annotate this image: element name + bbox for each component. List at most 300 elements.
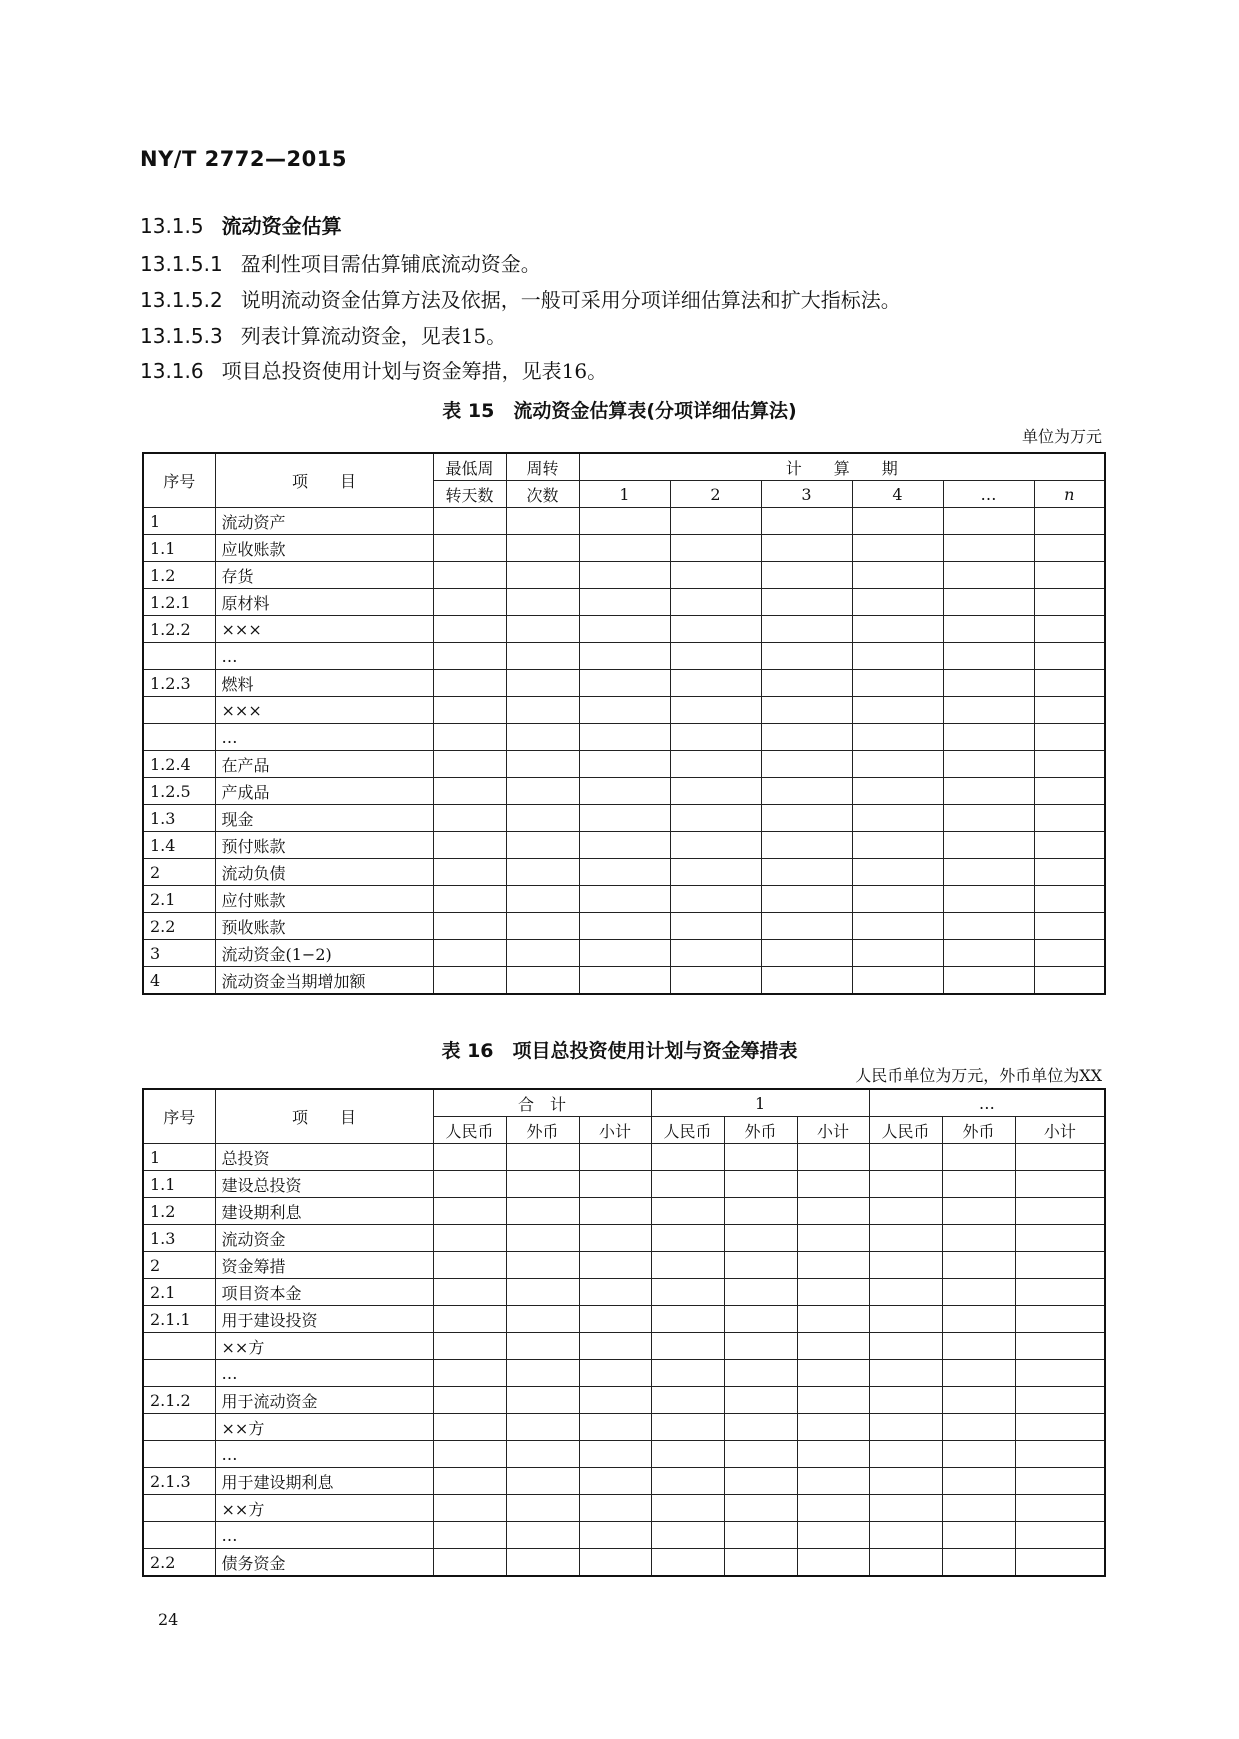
value-cell (1034, 643, 1105, 670)
value-cell (1034, 859, 1105, 886)
table-row (143, 508, 1105, 535)
value-cell (761, 643, 852, 670)
value-cell (852, 508, 943, 535)
value-cell (579, 1387, 651, 1414)
value-cell (724, 1171, 797, 1198)
value-cell (433, 886, 506, 913)
value-cell (433, 670, 506, 697)
value-cell (506, 616, 579, 643)
table-16-unit: 人民币单位为万元，外币单位为XX (855, 1066, 1102, 1085)
row-seq: 2.1.3 (143, 1468, 215, 1495)
value-cell (433, 940, 506, 967)
row-seq: 1.2 (143, 1198, 215, 1225)
clause-13-1-5-2 (140, 284, 901, 313)
value-cell (670, 724, 761, 751)
clause-number: 13.1.5.1 (140, 252, 223, 276)
value-cell (869, 1225, 942, 1252)
value-cell (433, 616, 506, 643)
value-cell (852, 643, 943, 670)
table-row (143, 1225, 1105, 1252)
value-cell (852, 589, 943, 616)
row-seq: 1 (143, 508, 215, 535)
value-cell (943, 562, 1034, 589)
value-cell (761, 535, 852, 562)
header-rmb: 人民币 (433, 1117, 506, 1144)
header-item: 项 目 (215, 1089, 433, 1144)
value-cell (852, 751, 943, 778)
value-cell (651, 1468, 724, 1495)
value-cell (1015, 1279, 1105, 1306)
value-cell (579, 778, 670, 805)
row-seq: 1.2.3 (143, 670, 215, 697)
value-cell (670, 697, 761, 724)
value-cell (579, 508, 670, 535)
row-item: 项目资本金 (215, 1279, 433, 1306)
row-seq (143, 1522, 215, 1549)
value-cell (761, 967, 852, 995)
value-cell (1034, 940, 1105, 967)
value-cell (943, 751, 1034, 778)
table-row (143, 859, 1105, 886)
clause-13-1-5 (140, 210, 342, 239)
value-cell (670, 940, 761, 967)
value-cell (943, 535, 1034, 562)
value-cell (761, 616, 852, 643)
value-cell (651, 1414, 724, 1441)
row-seq: 1.1 (143, 535, 215, 562)
value-cell (852, 886, 943, 913)
value-cell (1034, 967, 1105, 995)
value-cell (1034, 778, 1105, 805)
value-cell (869, 1306, 942, 1333)
value-cell (506, 697, 579, 724)
value-cell (579, 589, 670, 616)
row-seq: 2 (143, 859, 215, 886)
value-cell (670, 778, 761, 805)
table-row (143, 616, 1105, 643)
header-group-ellipsis: … (869, 1089, 1105, 1117)
value-cell (1034, 589, 1105, 616)
value-cell (506, 589, 579, 616)
value-cell (651, 1333, 724, 1360)
value-cell (506, 508, 579, 535)
value-cell (761, 697, 852, 724)
row-seq (143, 724, 215, 751)
value-cell (433, 1144, 506, 1171)
value-cell (943, 724, 1034, 751)
value-cell (943, 886, 1034, 913)
value-cell (1034, 508, 1105, 535)
row-item: 燃料 (215, 670, 433, 697)
value-cell (1015, 1198, 1105, 1225)
table-row (143, 1549, 1105, 1577)
value-cell (670, 589, 761, 616)
value-cell (1015, 1549, 1105, 1577)
row-seq: 2.2 (143, 913, 215, 940)
table-row (143, 643, 1105, 670)
value-cell (1034, 697, 1105, 724)
value-cell (433, 1225, 506, 1252)
value-cell (433, 1549, 506, 1577)
row-item: … (215, 1441, 433, 1468)
row-item: 原材料 (215, 589, 433, 616)
value-cell (433, 1171, 506, 1198)
value-cell (433, 832, 506, 859)
value-cell (506, 805, 579, 832)
table-16-caption: 表 16 项目总投资使用计划与资金筹措表 (441, 1040, 798, 1062)
value-cell (942, 1387, 1015, 1414)
row-item: 总投资 (215, 1144, 433, 1171)
header-rmb: 人民币 (869, 1117, 942, 1144)
value-cell (579, 1441, 651, 1468)
value-cell (852, 805, 943, 832)
table-row (143, 1468, 1105, 1495)
value-cell (761, 778, 852, 805)
value-cell (852, 778, 943, 805)
header-period-4: 4 (852, 481, 943, 508)
value-cell (724, 1306, 797, 1333)
value-cell (724, 1360, 797, 1387)
value-cell (942, 1468, 1015, 1495)
header-period-ellipsis: … (943, 481, 1034, 508)
table-row (143, 1333, 1105, 1360)
row-seq (143, 1414, 215, 1441)
value-cell (943, 697, 1034, 724)
row-seq: 1.4 (143, 832, 215, 859)
value-cell (433, 697, 506, 724)
value-cell (579, 913, 670, 940)
value-cell (724, 1279, 797, 1306)
header-period: 计 算 期 (579, 453, 1105, 481)
value-cell (579, 1198, 651, 1225)
value-cell (1034, 832, 1105, 859)
value-cell (797, 1468, 869, 1495)
value-cell (651, 1225, 724, 1252)
value-cell (651, 1144, 724, 1171)
row-item: … (215, 1522, 433, 1549)
value-cell (1015, 1225, 1105, 1252)
value-cell (942, 1252, 1015, 1279)
row-item: … (215, 724, 433, 751)
value-cell (506, 1468, 579, 1495)
value-cell (651, 1360, 724, 1387)
value-cell (797, 1495, 869, 1522)
value-cell (433, 1495, 506, 1522)
value-cell (724, 1387, 797, 1414)
clause-13-1-5-1 (140, 248, 541, 277)
value-cell (797, 1306, 869, 1333)
value-cell (506, 670, 579, 697)
value-cell (433, 1387, 506, 1414)
clause-text: 列表计算流动资金，见表15。 (240, 324, 507, 348)
value-cell (852, 616, 943, 643)
row-seq: 2.1 (143, 1279, 215, 1306)
value-cell (433, 805, 506, 832)
value-cell (670, 832, 761, 859)
value-cell (579, 1144, 651, 1171)
value-cell (869, 1360, 942, 1387)
value-cell (1015, 1468, 1105, 1495)
value-cell (579, 724, 670, 751)
value-cell (433, 1333, 506, 1360)
value-cell (579, 1171, 651, 1198)
value-cell (579, 670, 670, 697)
value-cell (797, 1144, 869, 1171)
table-row (143, 724, 1105, 751)
value-cell (433, 778, 506, 805)
value-cell (852, 859, 943, 886)
value-cell (761, 913, 852, 940)
row-seq: 1.1 (143, 1171, 215, 1198)
page-number: 24 (158, 1610, 179, 1629)
value-cell (670, 967, 761, 995)
table-row (143, 535, 1105, 562)
value-cell (506, 1252, 579, 1279)
value-cell (651, 1198, 724, 1225)
value-cell (724, 1333, 797, 1360)
value-cell (1034, 535, 1105, 562)
value-cell (943, 616, 1034, 643)
table-row (143, 1144, 1105, 1171)
value-cell (797, 1252, 869, 1279)
value-cell (506, 562, 579, 589)
value-cell (651, 1549, 724, 1577)
header-period-n: n (1034, 481, 1105, 508)
value-cell (943, 508, 1034, 535)
value-cell (761, 886, 852, 913)
value-cell (869, 1522, 942, 1549)
value-cell (670, 508, 761, 535)
value-cell (761, 589, 852, 616)
value-cell (942, 1414, 1015, 1441)
value-cell (506, 1198, 579, 1225)
value-cell (1015, 1441, 1105, 1468)
value-cell (579, 697, 670, 724)
row-item: 现金 (215, 805, 433, 832)
row-item: 流动负债 (215, 859, 433, 886)
value-cell (651, 1252, 724, 1279)
value-cell (942, 1360, 1015, 1387)
table-row (143, 1522, 1105, 1549)
value-cell (506, 1522, 579, 1549)
value-cell (1034, 616, 1105, 643)
value-cell (579, 1468, 651, 1495)
value-cell (943, 832, 1034, 859)
row-item: 资金筹措 (215, 1252, 433, 1279)
table-row (143, 913, 1105, 940)
table-row (143, 1279, 1105, 1306)
row-seq: 1 (143, 1144, 215, 1171)
row-seq (143, 1441, 215, 1468)
value-cell (506, 1279, 579, 1306)
value-cell (724, 1225, 797, 1252)
value-cell (433, 751, 506, 778)
value-cell (433, 643, 506, 670)
clause-13-1-6 (140, 355, 607, 384)
row-item: 在产品 (215, 751, 433, 778)
header-subtotal: 小计 (797, 1117, 869, 1144)
value-cell (506, 1225, 579, 1252)
table-row (143, 886, 1105, 913)
row-seq: 2.1.1 (143, 1306, 215, 1333)
value-cell (651, 1171, 724, 1198)
value-cell (670, 805, 761, 832)
value-cell (797, 1198, 869, 1225)
value-cell (579, 643, 670, 670)
value-cell (433, 1198, 506, 1225)
row-seq: 2.2 (143, 1549, 215, 1577)
value-cell (579, 1495, 651, 1522)
value-cell (869, 1144, 942, 1171)
value-cell (869, 1252, 942, 1279)
row-item: ××方 (215, 1414, 433, 1441)
header-period-2: 2 (670, 481, 761, 508)
value-cell (433, 1279, 506, 1306)
value-cell (761, 805, 852, 832)
header-turnover: 次数 (506, 481, 579, 508)
value-cell (1034, 751, 1105, 778)
value-cell (506, 1441, 579, 1468)
row-item: 流动资金 (215, 1225, 433, 1252)
header-item: 项 目 (215, 453, 433, 508)
value-cell (942, 1549, 1015, 1577)
value-cell (579, 1252, 651, 1279)
table-row (143, 697, 1105, 724)
value-cell (724, 1522, 797, 1549)
value-cell (942, 1441, 1015, 1468)
value-cell (1015, 1306, 1105, 1333)
value-cell (579, 751, 670, 778)
clause-text: 项目总投资使用计划与资金筹措，见表16。 (221, 359, 608, 383)
value-cell (579, 1306, 651, 1333)
row-item: 应付账款 (215, 886, 433, 913)
value-cell (942, 1495, 1015, 1522)
value-cell (852, 724, 943, 751)
value-cell (506, 1306, 579, 1333)
value-cell (761, 508, 852, 535)
value-cell (869, 1549, 942, 1577)
value-cell (579, 940, 670, 967)
value-cell (1034, 724, 1105, 751)
value-cell (1034, 913, 1105, 940)
value-cell (433, 535, 506, 562)
table-header-row (143, 1089, 1105, 1117)
value-cell (761, 940, 852, 967)
value-cell (942, 1279, 1015, 1306)
value-cell (797, 1225, 869, 1252)
row-item: 用于建设期利息 (215, 1468, 433, 1495)
value-cell (869, 1468, 942, 1495)
value-cell (1015, 1252, 1105, 1279)
value-cell (942, 1171, 1015, 1198)
value-cell (651, 1441, 724, 1468)
value-cell (724, 1252, 797, 1279)
value-cell (670, 913, 761, 940)
value-cell (724, 1468, 797, 1495)
table-row (143, 1441, 1105, 1468)
value-cell (852, 670, 943, 697)
value-cell (797, 1360, 869, 1387)
value-cell (1015, 1495, 1105, 1522)
value-cell (869, 1279, 942, 1306)
value-cell (1034, 670, 1105, 697)
row-seq (143, 1360, 215, 1387)
value-cell (942, 1144, 1015, 1171)
value-cell (579, 1360, 651, 1387)
value-cell (852, 562, 943, 589)
value-cell (942, 1198, 1015, 1225)
table-row (143, 589, 1105, 616)
value-cell (670, 670, 761, 697)
table-row (143, 1306, 1105, 1333)
row-item: 流动资产 (215, 508, 433, 535)
row-seq: 1.3 (143, 1225, 215, 1252)
value-cell (670, 616, 761, 643)
header-seq: 序号 (143, 453, 215, 508)
value-cell (797, 1387, 869, 1414)
value-cell (433, 562, 506, 589)
value-cell (943, 643, 1034, 670)
clause-text: 盈利性项目需估算铺底流动资金。 (240, 252, 541, 276)
value-cell (852, 913, 943, 940)
value-cell (1015, 1360, 1105, 1387)
row-item: … (215, 643, 433, 670)
value-cell (506, 724, 579, 751)
value-cell (651, 1306, 724, 1333)
value-cell (761, 724, 852, 751)
header-foreign: 外币 (942, 1117, 1015, 1144)
value-cell (943, 805, 1034, 832)
row-item: 债务资金 (215, 1549, 433, 1577)
table-row (143, 1414, 1105, 1441)
table-row (143, 940, 1105, 967)
clause-13-1-5-3 (140, 320, 506, 349)
value-cell (724, 1441, 797, 1468)
row-item: ××方 (215, 1333, 433, 1360)
value-cell (506, 859, 579, 886)
header-subtotal: 小计 (1015, 1117, 1105, 1144)
clause-text: 流动资金估算 (221, 214, 342, 238)
value-cell (1034, 805, 1105, 832)
value-cell (579, 805, 670, 832)
value-cell (651, 1495, 724, 1522)
value-cell (761, 832, 852, 859)
row-item: 预收账款 (215, 913, 433, 940)
value-cell (797, 1279, 869, 1306)
value-cell (579, 967, 670, 995)
table-15-caption: 表 15 流动资金估算表(分项详细估算法) (442, 400, 797, 422)
value-cell (724, 1144, 797, 1171)
value-cell (433, 589, 506, 616)
value-cell (651, 1387, 724, 1414)
value-cell (942, 1225, 1015, 1252)
clause-number: 13.1.5.3 (140, 324, 223, 348)
value-cell (506, 643, 579, 670)
value-cell (670, 562, 761, 589)
value-cell (651, 1279, 724, 1306)
row-seq: 1.2.4 (143, 751, 215, 778)
value-cell (506, 1414, 579, 1441)
value-cell (579, 886, 670, 913)
value-cell (579, 1549, 651, 1577)
value-cell (433, 1468, 506, 1495)
table-row (143, 832, 1105, 859)
value-cell (579, 562, 670, 589)
table-row (143, 1387, 1105, 1414)
value-cell (506, 778, 579, 805)
row-item: 用于建设投资 (215, 1306, 433, 1333)
row-seq (143, 643, 215, 670)
